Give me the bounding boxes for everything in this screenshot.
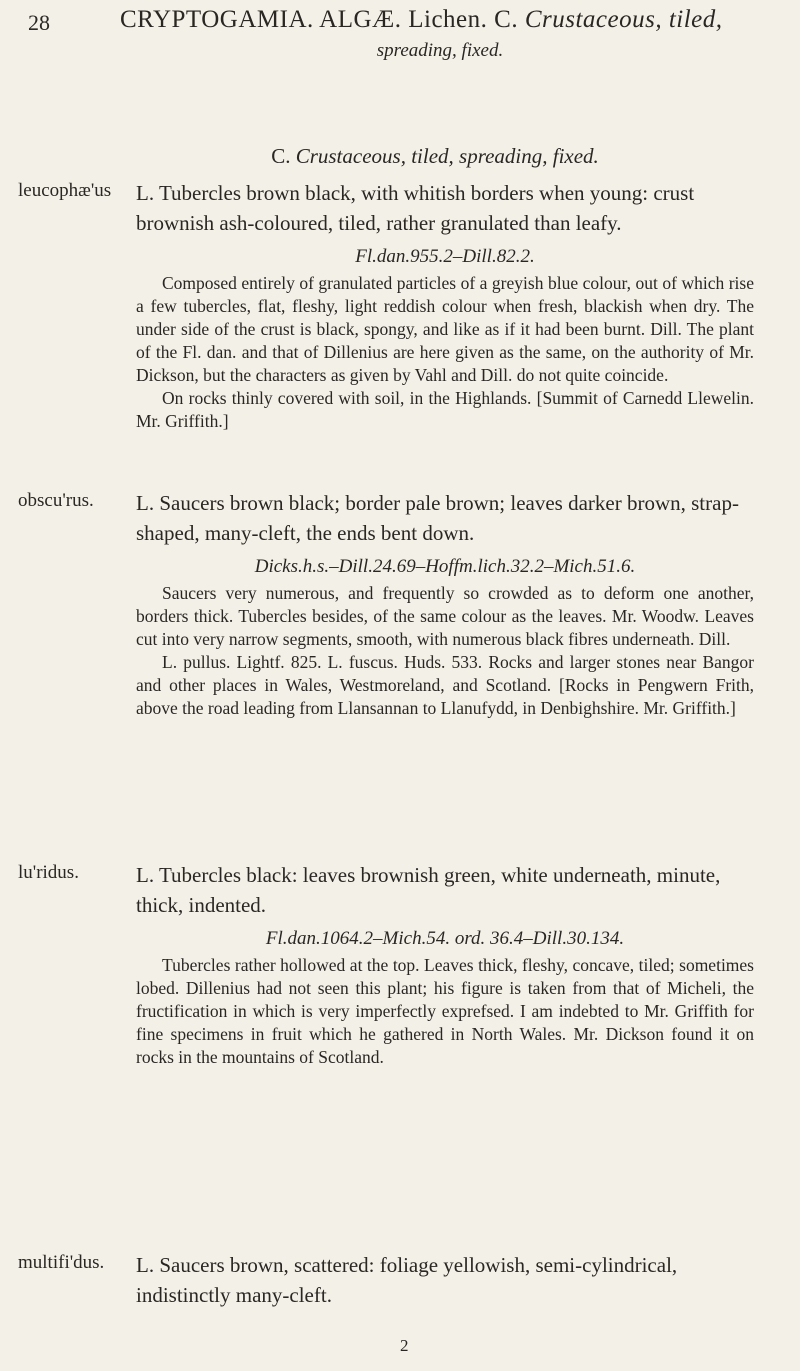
species-body (136, 488, 754, 720)
species-note: Composed entirely of granulated particles of a greyish blue colour, out of which rise a few tubercles, flat, fleshy, light reddish colour when fresh, blackish when dry. The under side of the crust is black, spongy, and like as if it had been burnt. Dill. The plant of the Fl. dan. and that of Dillenius are here given as the same, on the authority of Mr. Dickson, but the characters as given by Vahl and Dill. do not quite coincide. (136, 273, 754, 385)
species-margin-name: lu'ridus. (18, 862, 79, 883)
species-margin-name: obscu'rus. (18, 490, 94, 511)
species-note: L. pullus. Lightf. 825. L. fuscus. Huds. 533. Rocks and larger stones near Bangor and other places in Wales, Westmoreland, and Scotland. [Rocks in Pengwern Frith, above the road leading from Llansannan to Llanufydd, in Denbighshire. Mr. Griffith.] (136, 652, 754, 718)
species-body (136, 860, 754, 1069)
species-description: L. Tubercles brown black, with whitish borders when young: crust brownish ash-coloured, tiled, rather granulated than leafy. (136, 181, 695, 235)
species-reference: Fl.dan.955.2–Dill.82.2. (355, 246, 535, 267)
running-head-main: CRYPTOGAMIA. ALGÆ. Lichen. C. (120, 6, 519, 33)
page-number: 28 (28, 10, 50, 35)
species-body (136, 178, 754, 433)
running-head-italic: Crustaceous, tiled, (524, 6, 723, 33)
section-heading (130, 144, 740, 169)
species-description: L. Saucers brown, scattered: foliage yellowish, semi-cylindrical, indistinctly many-cleft. (136, 1253, 678, 1307)
species-note: Tubercles rather hollowed at the top. Leaves thick, fleshy, concave, tiled; sometimes lobed. Dillenius had not seen this plant; his figure is taken from that of Micheli, the fructification in which is very imperfectly exprefsed. I am indebted to Mr. Griffith for fine specimens in fruit which he gathered in North Wales. Mr. Dickson found it on rocks in the mountains of Scotland. (136, 955, 754, 1067)
section-heading-title: Crustaceous, tiled, spreading, fixed. (295, 144, 599, 168)
species-note: On rocks thinly covered with soil, in the Highlands. [Summit of Carnedd Llewelin. Mr. Griffith.] (136, 388, 754, 431)
species-margin-name: leucophæ'us (18, 180, 112, 201)
species-description: L. Tubercles black: leaves brownish green, white underneath, minute, thick, indented. (136, 863, 721, 917)
signature-mark: 2 (400, 1336, 409, 1355)
species-reference: Fl.dan.1064.2–Mich.54. ord. 36.4–Dill.30.134. (265, 928, 625, 949)
species-note: Saucers very numerous, and frequently so crowded as to deform one another, borders thick. Tubercles besides, of the same colour as the leaves. Mr. Woodw. Leaves cut into very narrow segments, smooth, with numerous black fibres underneath. Dill. (136, 583, 754, 649)
species-reference: Dicks.h.s.–Dill.24.69–Hoffm.lich.32.2–Mich.51.6. (254, 556, 636, 577)
section-heading-letter: C. (271, 144, 291, 168)
running-head (120, 6, 760, 34)
species-body (136, 1250, 754, 1310)
running-head-sub: spreading, fixed. (376, 40, 504, 61)
species-margin-name: multifi'dus. (18, 1252, 105, 1273)
species-description: L. Saucers brown black; border pale brown; leaves darker brown, strap-shaped, many-cleft, the ends bent down. (136, 491, 739, 545)
